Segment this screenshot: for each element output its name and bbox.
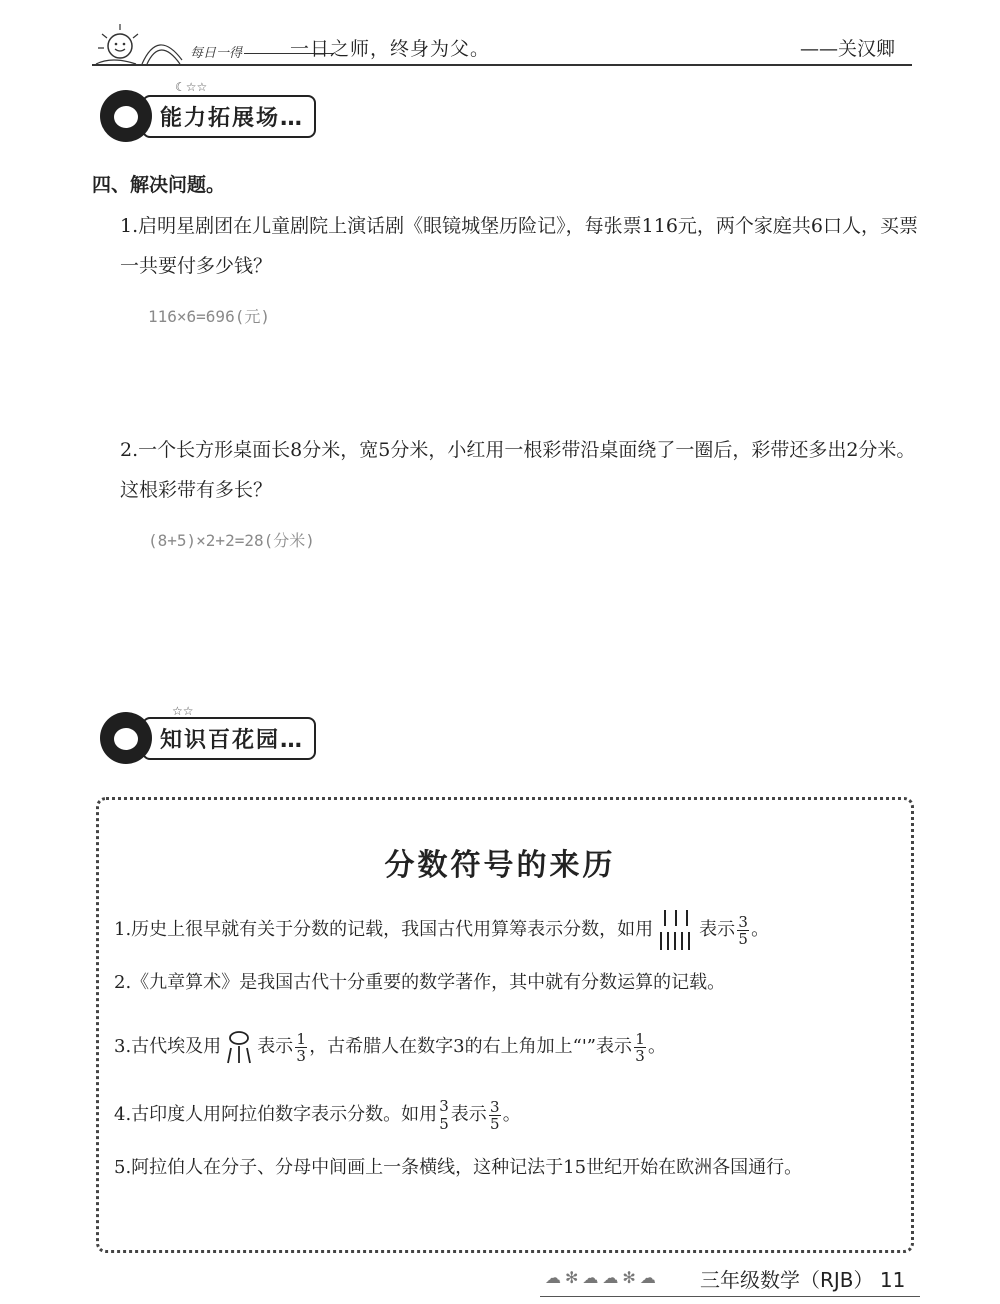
knowledge-item-5: 5.阿拉伯人在分子、分母中间画上一条横线，这种记法于15世纪开始在欧洲各国通行。 [114,1157,803,1178]
question-2 [120,430,920,510]
sun-rainbow-icon [92,20,184,68]
header-author: ——关汉卿 [800,38,896,60]
indian-fraction: 3 5 [439,1097,449,1133]
mascot-icon [100,712,152,764]
page-number: 11 [879,1268,906,1292]
section-banner-ability [100,90,316,142]
answer-2: (8+5)×2+2=28(分米) [148,531,315,550]
header-quote: 一日之师，终身为父。 [290,38,491,60]
footer-book-info: 三年级数学（RJB） 11 [700,1268,906,1292]
fraction: $\frac{1}{3}$ [635,1029,645,1065]
fraction: $\frac{3}{5}$ [489,1097,500,1133]
knowledge-box-title: 分数符号的来历 [384,848,616,883]
banner-label: 知识百花园… [142,717,316,760]
fraction: $\frac{1}{3}$ [296,1029,306,1065]
question-number: 2. [120,439,139,461]
stars-icon: ☾☆☆ [175,80,208,94]
header-rule [92,64,912,66]
question-1 [120,206,920,286]
counting-rods-icon [657,908,695,952]
egyptian-fraction-glyph-icon [225,1030,253,1064]
section-heading: 四、解决问题。 [92,174,226,196]
banner-label: 能力拓展场… [142,95,316,138]
question-number: 1. [120,215,139,237]
knowledge-item-3: 3.古代埃及用 表示 $\frac{1}{3}$ ，古希腊人在数字3的右上角加上“'”表示 $\frac{1}{3}$ 。 [114,1029,666,1065]
fraction: $\frac{3}{5}$ [738,912,748,948]
question-text: 一个长方形桌面长8分米，宽5分米，小红用一根彩带沿桌面绕了一圈后，彩带还多出2分米。这根彩带有多长？ [120,439,916,501]
stars-icon: ☆☆ [172,704,194,718]
knowledge-item-2: 2.《九章算术》是我国古代十分重要的数学著作，其中就有分数运算的记载。 [114,972,726,993]
section-banner-knowledge [100,712,316,764]
cloud-decoration-icon: ☁✻☁☁✻☁ [545,1268,660,1287]
daily-tag: 每日一得 [190,42,334,61]
question-text: 启明星剧团在儿童剧院上演话剧《眼镜城堡历险记》，每张票116元，两个家庭共6口人，买票一共要付多少钱？ [120,215,918,277]
knowledge-item-4: 4.古印度人用阿拉伯数字表示分数。如用 3 5 表示 $\frac{3}{5}$ 。 [114,1097,521,1133]
footer-rule [540,1296,920,1297]
mascot-icon [100,90,152,142]
knowledge-item-1: 1.历史上很早就有关于分数的记载，我国古代用算筹表示分数，如用 表示 $\frac{3}{5}$ 。 [114,908,769,952]
answer-1: 116×6=696(元) [148,307,270,326]
